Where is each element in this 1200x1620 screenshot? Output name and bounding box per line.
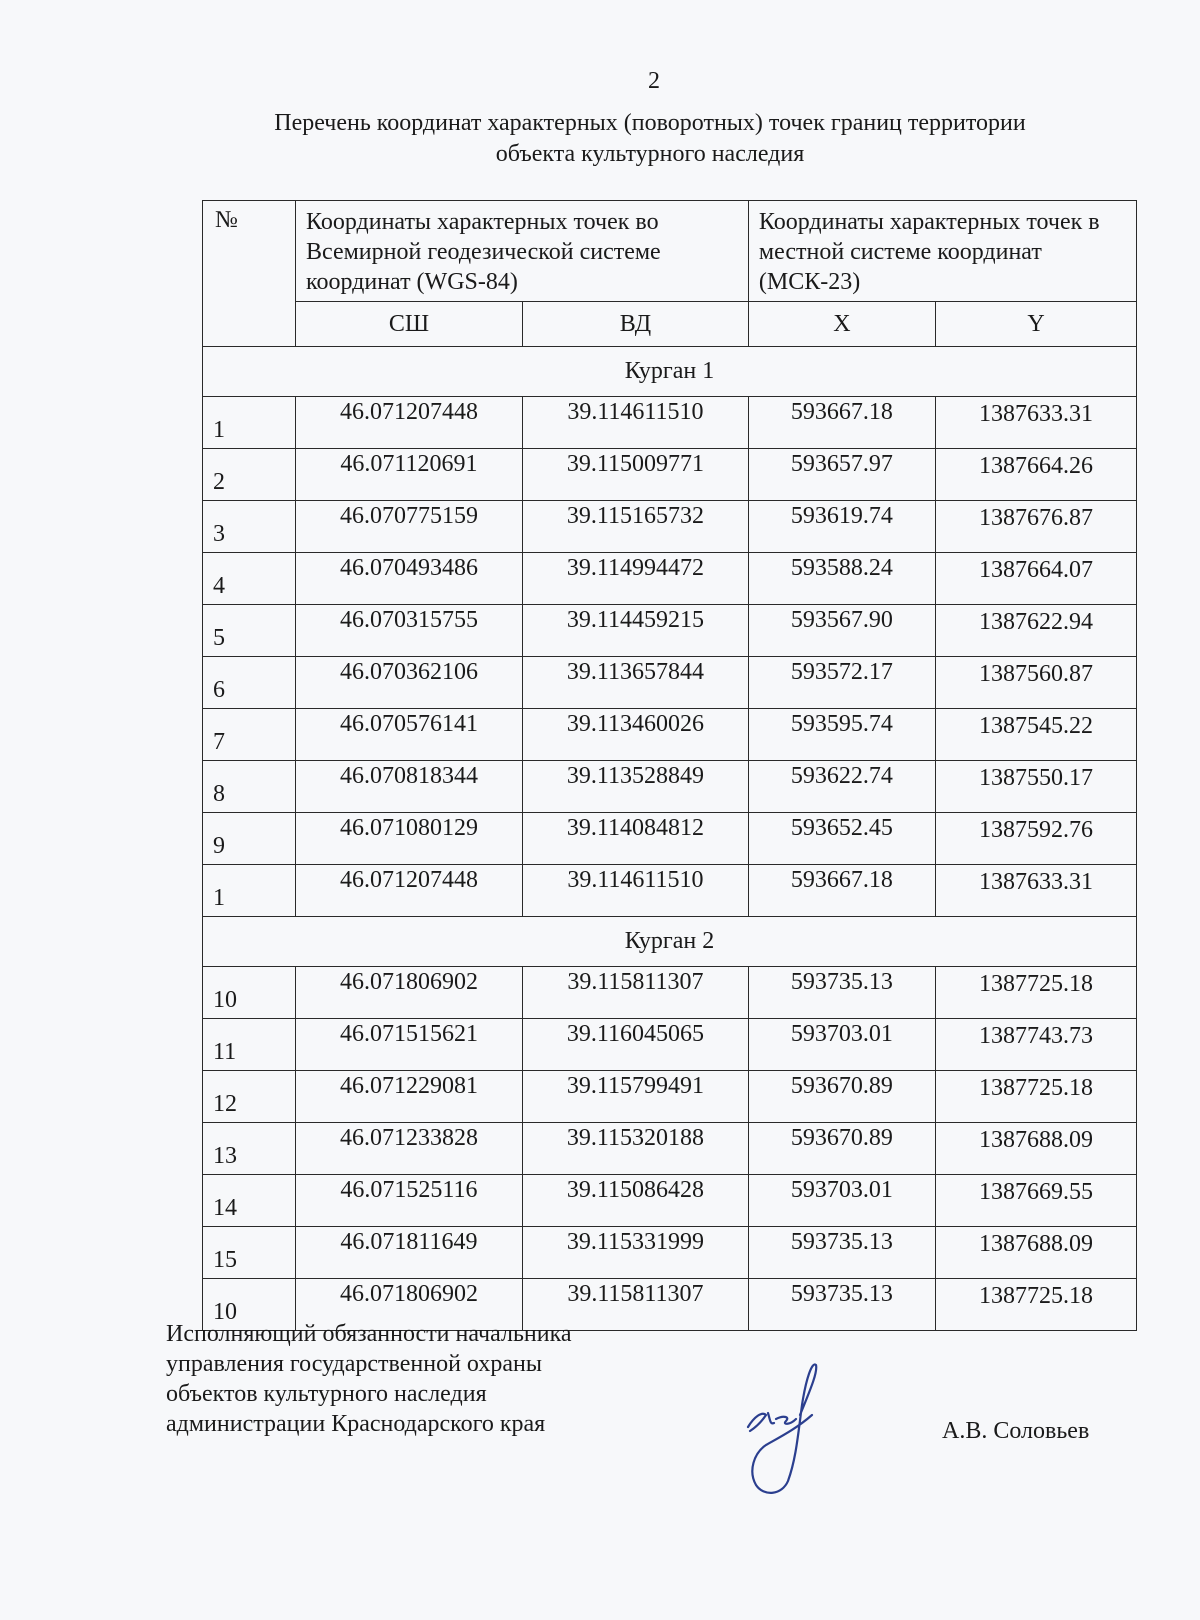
cell-point-number: 4 (203, 553, 296, 605)
cell-longitude: 39.113528849 (522, 761, 748, 813)
cell-x: 593667.18 (748, 397, 935, 449)
page-number: 2 (648, 68, 660, 94)
cell-x: 593567.90 (748, 605, 935, 657)
table-row (203, 967, 1137, 1019)
section-row (203, 917, 1137, 967)
cell-longitude: 39.114611510 (522, 865, 748, 917)
signer-position-line-1: Исполняющий обязанности начальника (166, 1321, 572, 1347)
table-row (203, 1227, 1137, 1279)
cell-y: 1387676.87 (935, 501, 1136, 553)
header-number: № (203, 201, 296, 347)
table-row (203, 761, 1137, 813)
cell-x: 593735.13 (748, 1227, 935, 1279)
cell-latitude: 46.071229081 (296, 1071, 523, 1123)
cell-latitude: 46.071207448 (296, 865, 523, 917)
cell-longitude: 39.115086428 (522, 1175, 748, 1227)
cell-y: 1387725.18 (935, 1071, 1136, 1123)
cell-point-number: 2 (203, 449, 296, 501)
cell-latitude: 46.070775159 (296, 501, 523, 553)
cell-latitude: 46.070576141 (296, 709, 523, 761)
cell-latitude: 46.070818344 (296, 761, 523, 813)
cell-x: 593652.45 (748, 813, 935, 865)
cell-latitude: 46.071806902 (296, 967, 523, 1019)
title-line-2: объекта культурного наследия (495, 141, 805, 167)
cell-longitude: 39.114611510 (522, 397, 748, 449)
table-row (203, 865, 1137, 917)
table-row (203, 1071, 1137, 1123)
cell-longitude: 39.115811307 (522, 1279, 748, 1331)
table-row (203, 709, 1137, 761)
cell-x: 593667.18 (748, 865, 935, 917)
cell-point-number: 3 (203, 501, 296, 553)
cell-y: 1387560.87 (935, 657, 1136, 709)
cell-longitude: 39.114084812 (522, 813, 748, 865)
cell-point-number: 14 (203, 1175, 296, 1227)
cell-x: 593703.01 (748, 1175, 935, 1227)
cell-point-number: 1 (203, 865, 296, 917)
cell-longitude: 39.115331999 (522, 1227, 748, 1279)
cell-y: 1387633.31 (935, 865, 1136, 917)
cell-longitude: 39.115009771 (522, 449, 748, 501)
cell-x: 593670.89 (748, 1071, 935, 1123)
cell-x: 593703.01 (748, 1019, 935, 1071)
document-title (150, 108, 1150, 170)
table-row (203, 1019, 1137, 1071)
table-row (203, 605, 1137, 657)
signer-position-line-4: администрации Краснодарского края (166, 1411, 546, 1437)
cell-latitude: 46.071525116 (296, 1175, 523, 1227)
cell-longitude: 39.114994472 (522, 553, 748, 605)
header-longitude: ВД (522, 302, 748, 347)
table-body (203, 347, 1137, 1331)
header-x: X (748, 302, 935, 347)
cell-point-number: 5 (203, 605, 296, 657)
cell-y: 1387725.18 (935, 967, 1136, 1019)
cell-point-number: 11 (203, 1019, 296, 1071)
table-row (203, 501, 1137, 553)
cell-latitude: 46.070493486 (296, 553, 523, 605)
signature-block (166, 1319, 686, 1439)
handwritten-signature (740, 1355, 850, 1505)
cell-latitude: 46.070362106 (296, 657, 523, 709)
table-row (203, 657, 1137, 709)
section-title: Курган 1 (203, 347, 1137, 397)
table-row (203, 397, 1137, 449)
header-msk23: Координаты характерных точек в местной системе координат (МСК-23) (748, 201, 1136, 302)
section-row (203, 347, 1137, 397)
header-y: Y (935, 302, 1136, 347)
cell-longitude: 39.115811307 (522, 967, 748, 1019)
cell-point-number: 6 (203, 657, 296, 709)
cell-y: 1387545.22 (935, 709, 1136, 761)
cell-y: 1387688.09 (935, 1123, 1136, 1175)
cell-longitude: 39.115165732 (522, 501, 748, 553)
cell-longitude: 39.114459215 (522, 605, 748, 657)
cell-y: 1387688.09 (935, 1227, 1136, 1279)
cell-point-number: 8 (203, 761, 296, 813)
cell-y: 1387633.31 (935, 397, 1136, 449)
section-title: Курган 2 (203, 917, 1137, 967)
signer-name: А.В. Соловьев (942, 1418, 1090, 1444)
cell-x: 593619.74 (748, 501, 935, 553)
cell-x: 593735.13 (748, 967, 935, 1019)
table-row (203, 449, 1137, 501)
cell-latitude: 46.071080129 (296, 813, 523, 865)
cell-latitude: 46.071120691 (296, 449, 523, 501)
cell-x: 593572.17 (748, 657, 935, 709)
cell-longitude: 39.113657844 (522, 657, 748, 709)
cell-y: 1387592.76 (935, 813, 1136, 865)
table-row (203, 813, 1137, 865)
cell-point-number: 10 (203, 1279, 296, 1331)
cell-longitude: 39.115320188 (522, 1123, 748, 1175)
cell-y: 1387669.55 (935, 1175, 1136, 1227)
header-latitude: СШ (296, 302, 523, 347)
cell-x: 593588.24 (748, 553, 935, 605)
cell-x: 593657.97 (748, 449, 935, 501)
cell-point-number: 9 (203, 813, 296, 865)
cell-x: 593670.89 (748, 1123, 935, 1175)
cell-x: 593595.74 (748, 709, 935, 761)
signer-position-line-2: управления государственной охраны (166, 1351, 542, 1377)
cell-y: 1387664.07 (935, 553, 1136, 605)
cell-point-number: 13 (203, 1123, 296, 1175)
table-row (203, 1175, 1137, 1227)
cell-latitude: 46.070315755 (296, 605, 523, 657)
cell-point-number: 15 (203, 1227, 296, 1279)
cell-latitude: 46.071811649 (296, 1227, 523, 1279)
cell-latitude: 46.071515621 (296, 1019, 523, 1071)
cell-latitude: 46.071806902 (296, 1279, 523, 1331)
table-row (203, 1123, 1137, 1175)
cell-y: 1387725.18 (935, 1279, 1136, 1331)
cell-y: 1387664.26 (935, 449, 1136, 501)
title-line-1: Перечень координат характерных (поворотных) точек границ территории (274, 110, 1026, 136)
cell-latitude: 46.071233828 (296, 1123, 523, 1175)
cell-point-number: 1 (203, 397, 296, 449)
cell-point-number: 7 (203, 709, 296, 761)
cell-latitude: 46.071207448 (296, 397, 523, 449)
cell-point-number: 12 (203, 1071, 296, 1123)
cell-x: 593622.74 (748, 761, 935, 813)
cell-y: 1387622.94 (935, 605, 1136, 657)
cell-longitude: 39.116045065 (522, 1019, 748, 1071)
signer-position-line-3: объектов культурного наследия (166, 1381, 487, 1407)
cell-x: 593735.13 (748, 1279, 935, 1331)
cell-y: 1387550.17 (935, 761, 1136, 813)
cell-longitude: 39.115799491 (522, 1071, 748, 1123)
cell-point-number: 10 (203, 967, 296, 1019)
cell-y: 1387743.73 (935, 1019, 1136, 1071)
coordinates-table (202, 200, 1137, 1331)
cell-longitude: 39.113460026 (522, 709, 748, 761)
header-wgs84: Координаты характерных точек во Всемирной геодезической системе координат (WGS-84) (296, 201, 749, 302)
table-row (203, 553, 1137, 605)
